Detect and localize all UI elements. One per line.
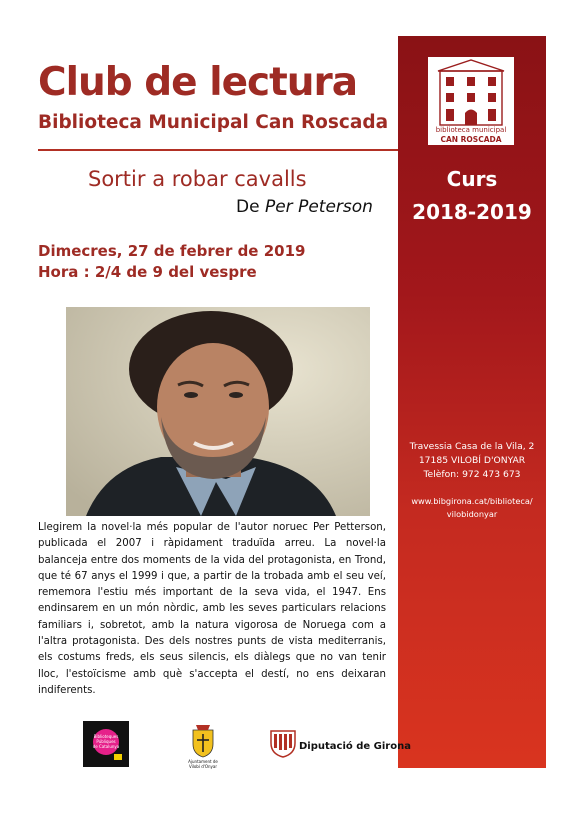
book-author-line bbox=[236, 197, 373, 217]
page-subtitle: Biblioteca Municipal Can Roscada bbox=[38, 112, 389, 133]
bpc-label-2: Públiques bbox=[96, 739, 116, 744]
book-title: Sortir a robar cavalls bbox=[88, 167, 307, 191]
phone-number: Telèfon: 972 473 673 bbox=[423, 469, 521, 480]
event-date: Dimecres, 27 de febrer de 2019 bbox=[38, 242, 306, 260]
author-photo bbox=[66, 307, 370, 516]
book-description: Llegirem la novel·la més popular de l'autor noruec Per Petterson, publicada el 2007 i ràpidament traduïda arreu. La novel·la balanceja entre dos moments de la vida del protagonista, en Trond, que té 67 anys el 1999 i que, a partir de la trobada amb el seu veí, rememora l'estiu més important de la seva vida, el 1947. Ens endinsarem en un món nòrdic, amb les seves particulars relacions familiars i, sobretot, amb la natura vigorosa de Noruega com a l'altra protagonista. Des dels nostres punts de vista mediterranis, els costums freds, els seus silencis, els diàlegs que no van tenir lloc, l'estoïcisme amb què s'accepta el destí, no ens deixaran indiferents. bbox=[38, 522, 386, 696]
logo-caption-line1: biblioteca municipal bbox=[435, 126, 507, 134]
event-time: Hora : 2/4 de 9 del vespre bbox=[38, 263, 257, 281]
website-link-line2[interactable]: vilobidonyar bbox=[446, 509, 498, 519]
address-town: 17185 VILOBÍ D'ONYAR bbox=[418, 455, 526, 466]
bpc-label-1: Biblioteques bbox=[93, 734, 119, 739]
course-label: Curs bbox=[446, 167, 498, 191]
vilobi-label-1: Ajuntament de bbox=[188, 759, 218, 764]
vilobi-label-2: Vilobí d'Onyar bbox=[188, 764, 218, 769]
page-title: Club de lectura bbox=[38, 60, 358, 105]
diputacio-shield-icon bbox=[268, 728, 298, 758]
course-years: 2018-2019 bbox=[412, 200, 532, 224]
address-street: Travessia Casa de la Vila, 2 bbox=[409, 441, 535, 452]
author-prefix: De bbox=[236, 197, 260, 217]
logo-caption-line2: CAN ROSCADA bbox=[440, 135, 502, 144]
author-name: Per Peterson bbox=[264, 197, 373, 217]
sidebar-band bbox=[398, 36, 546, 768]
library-building-icon bbox=[428, 57, 514, 127]
bpc-label-3: de Catalunya bbox=[92, 744, 120, 749]
title-divider bbox=[38, 149, 398, 151]
biblioteques-publiques-logo bbox=[83, 721, 129, 767]
diputacio-label: Diputació de Girona bbox=[299, 741, 411, 752]
ajuntament-vilobi-logo bbox=[186, 722, 220, 770]
website-link-line1[interactable]: www.bibgirona.cat/biblioteca/ bbox=[411, 496, 533, 506]
